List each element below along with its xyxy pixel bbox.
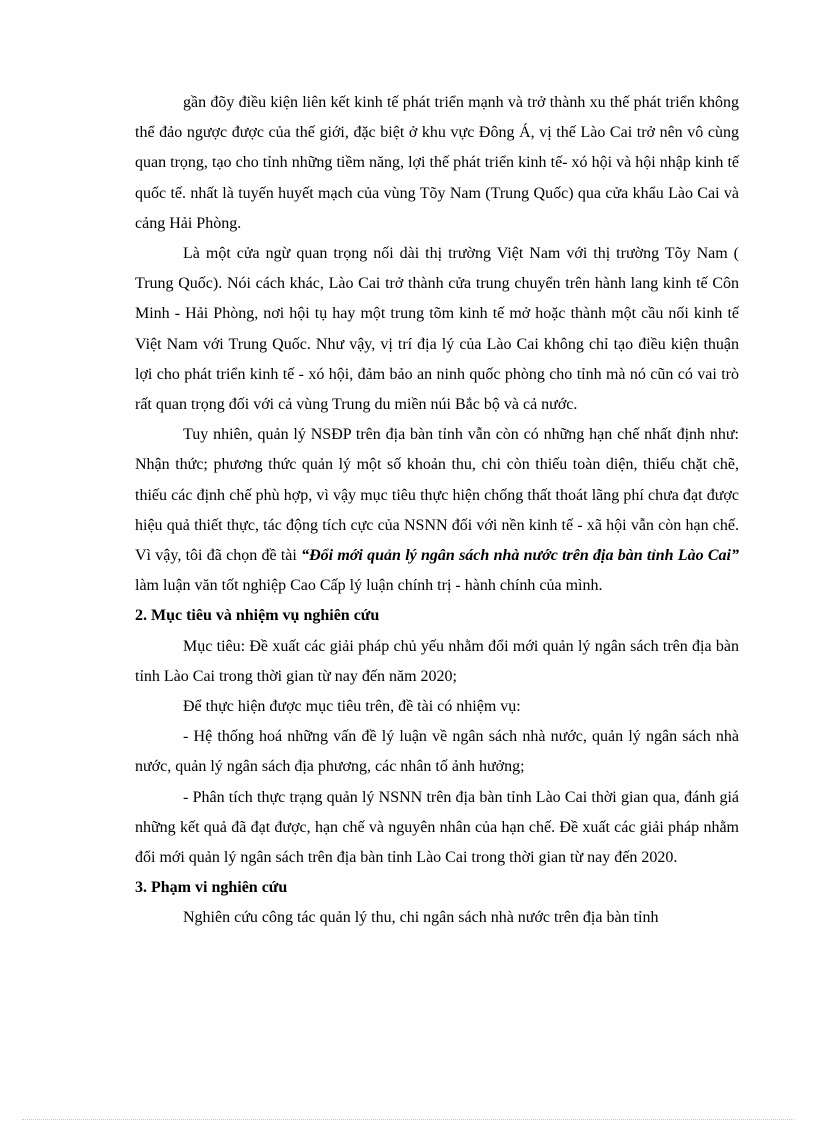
paragraph-limitations [135, 420, 739, 601]
section-heading-scope: 3. Phạm vi nghiên cứu [135, 879, 288, 897]
paragraph-limitations-text: Tuy nhiên, quản lý NSĐP trên địa bàn tỉnh vẫn còn có những hạn chế nhất định như: Nhận thức; phương thức quản lý một số khoản thu, chi còn thiếu toàn diện, thiếu chặt chẽ, thiếu các định chế phù hợp, vì vậy mục tiêu thực hiện chống thất thoát lãng phí chưa đạt được hiệu quả thiết thực, tác động tích cực của NSNN đối với nền kinh tế - xã hội vẫn còn hạn chế. Vì vậy, tôi đã chọn đề tài [135, 426, 739, 565]
page-bottom-divider [22, 1119, 794, 1120]
paragraph-objective: Mục tiêu: Đề xuất các giải pháp chủ yếu nhằm đổi mới quản lý ngân sách trên địa bàn tỉnh Lào Cai trong thời gian từ nay đến năm 2020; [135, 637, 739, 685]
document-body [135, 88, 739, 934]
paragraph-limitations-tail: làm luận văn tốt nghiệp Cao Cấp lý luận chính trị - hành chính của mình. [135, 577, 603, 595]
paragraph-task-2: - Phân tích thực trạng quản lý NSNN trên địa bàn tỉnh Lào Cai thời gian qua, đánh giá những kết quả đã đạt được, hạn chế và nguyên nhân của hạn chế. Đề xuất các giải pháp nhằm đổi mới quản lý ngân sách trên địa bàn tỉnh Lào Cai trong thời gian từ nay đến 2020. [135, 788, 739, 867]
paragraph-gateway: Là một cửa ngừ quan trọng nối dài thị trường Việt Nam với thị trường Tõy Nam ( Trung Quốc). Nói cách khác, Lào Cai trở thành cửa trung chuyển trên hành lang kinh tế Côn Minh - Hải Phòng, nơi hội tụ hay một trung tõm kinh tế mở hoặc thành một cầu nối kinh tế Việt Nam với Trung Quốc. Như vậy, vị trí địa lý của Lào Cai không chỉ tạo điều kiện thuận lợi cho phát triển kinh tế - xó hội, đảm bảo an ninh quốc phòng cho tỉnh mà nó cũn có vai trò rất quan trọng đối với cả vùng Trung du miền núi Bắc bộ và cả nước. [135, 245, 739, 414]
paragraph-tasks-intro: Để thực hiện được mục tiêu trên, đề tài có nhiệm vụ: [183, 698, 521, 716]
paragraph-context: gần đõy điều kiện liên kết kinh tế phát triển mạnh và trở thành xu thế phát triển không thể đảo ngược được của thế giới, đặc biệt ở khu vực Đông Á, vị thế Lào Cai trở nên vô cùng quan trọng, tạo cho tỉnh những tiềm năng, lợi thế phát triển kinh tế- xó hội và hội nhập kinh tế quốc tế. nhất là tuyến huyết mạch của vùng Tõy Nam (Trung Quốc) qua cửa khẩu Lào Cai và cảng Hải Phòng. [135, 94, 739, 232]
section-heading-objectives: 2. Mục tiêu và nhiệm vụ nghiên cứu [135, 607, 380, 625]
paragraph-scope: Nghiên cứu công tác quản lý thu, chi ngân sách nhà nước trên địa bàn tỉnh [183, 909, 659, 927]
thesis-title: “Đổi mới quản lý ngân sách nhà nước trên địa bàn tỉnh Lào Cai” [301, 547, 740, 565]
paragraph-task-1: - Hệ thống hoá những vấn đề lý luận về ngân sách nhà nước, quản lý ngân sách nhà nước, quản lý ngân sách địa phương, các nhân tố ảnh hưởng; [135, 728, 739, 776]
